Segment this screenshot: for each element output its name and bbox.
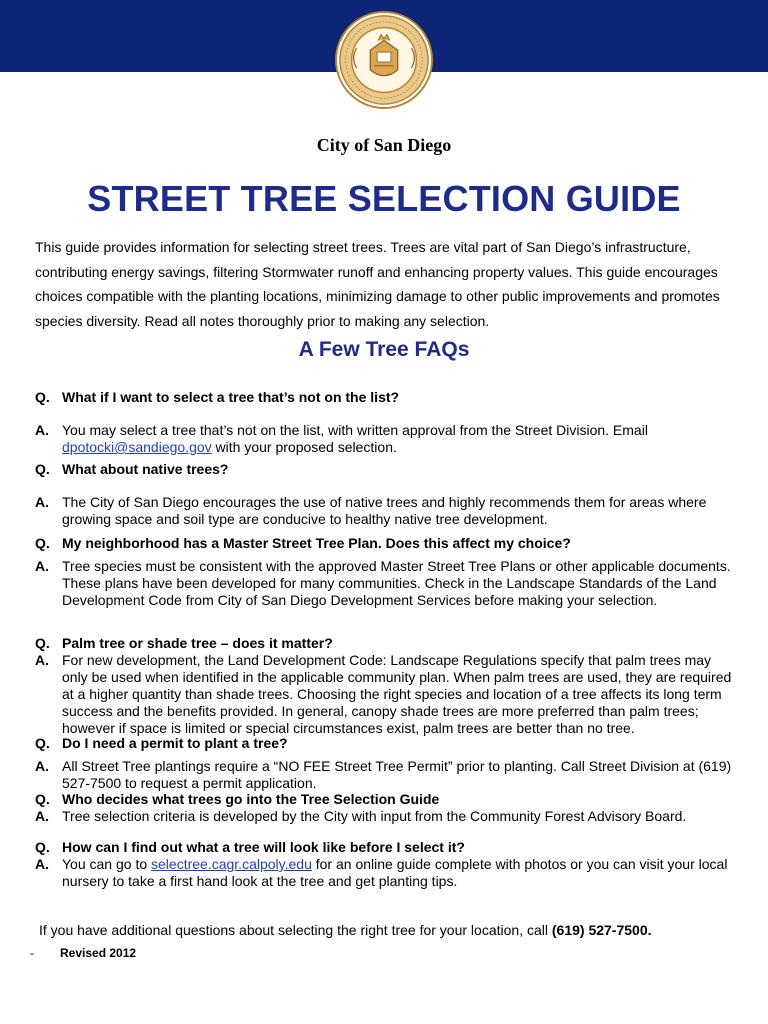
faq-answer [35, 856, 740, 890]
faq-question [35, 839, 740, 856]
faq-question [35, 461, 740, 478]
question-label: Q. [35, 461, 50, 477]
faq-answer [35, 808, 740, 825]
selectree-link[interactable]: selectree.cagr.calpoly.edu [151, 856, 312, 872]
footer-dash: - [30, 946, 34, 960]
answer-text: You can go to selectree.cagr.calpoly.edu for an online guide complete with photos or you can visit your local nursery to take a first hand look at the tree and get planting tips. [62, 856, 728, 889]
answer-label: A. [35, 856, 49, 872]
faq-answer [35, 558, 740, 609]
revised-footer [30, 946, 136, 960]
question-text: What about native trees? [62, 461, 229, 477]
faq-answer [35, 758, 740, 792]
answer-label: A. [35, 758, 49, 774]
question-text: My neighborhood has a Master Street Tree Plan. Does this affect my choice? [62, 535, 571, 551]
question-text: How can I find out what a tree will look like before I select it? [62, 839, 465, 855]
city-seal-icon [335, 11, 433, 109]
answer-label: A. [35, 808, 49, 824]
faq-answer [35, 652, 740, 737]
faq-question [35, 735, 740, 752]
faq-question [35, 389, 740, 406]
answer-text: All Street Tree plantings require a “NO FEE Street Tree Permit” prior to planting. Call Street Division at (619) 527-7500 to request a permit application. [62, 758, 732, 791]
question-label: Q. [35, 635, 50, 651]
page-title: STREET TREE SELECTION GUIDE [87, 178, 681, 219]
answer-label: A. [35, 558, 49, 574]
question-text: Do I need a permit to plant a tree? [62, 735, 288, 751]
answer-text: Tree selection criteria is developed by the City with input from the Community Forest Advisory Board. [62, 808, 687, 824]
answer-label: A. [35, 494, 49, 510]
question-label: Q. [35, 389, 50, 405]
email-link[interactable]: dpotocki@sandiego.gov [62, 439, 212, 455]
intro-paragraph: This guide provides information for selecting street trees. Trees are vital part of San Diego’s infrastructure, contributing energy savings, filtering Stormwater runoff and enhancing property values. This guide encourages choices compatible with the planting locations, minimizing damage to other public improvements and promotes species diversity. Read all notes thoroughly prior to making any selection. [35, 239, 720, 329]
answer-text: For new development, the Land Development Code: Landscape Regulations specify that palm trees may only be used when identified in the applicable community plan. When palm trees are used, they are required at a higher quantity than shade trees. Choosing the right species and location of a tree affects its long term success and the benefits provided. In general, canopy shade trees are more preferred than palm trees; however if space is limited or special circumstances exist, palm trees are better than no tree. [62, 652, 732, 736]
faq-question [35, 791, 740, 808]
question-label: Q. [35, 535, 50, 551]
faq-answer [35, 494, 740, 528]
city-name: City of San Diego [316, 135, 452, 155]
faq-question [35, 635, 740, 652]
faq-answer [35, 422, 740, 456]
phone-number: (619) 527-7500. [551, 922, 652, 938]
question-label: Q. [35, 839, 50, 855]
faq-heading: A Few Tree FAQs [298, 338, 470, 361]
answer-label: A. [35, 652, 49, 668]
question-label: Q. [35, 791, 50, 807]
answer-text: You may select a tree that’s not on the list, with written approval from the Street Division. Email dpotocki@sandiego.gov with your proposed selection. [62, 422, 648, 455]
closing-text: If you have additional questions about selecting the right tree for your location, call [39, 922, 552, 938]
question-label: Q. [35, 735, 50, 751]
question-text: What if I want to select a tree that’s not on the list? [62, 389, 400, 405]
answer-label: A. [35, 422, 49, 438]
question-text: Who decides what trees go into the Tree Selection Guide [62, 791, 440, 807]
revised-date: Revised 2012 [60, 946, 137, 960]
answer-text: Tree species must be consistent with the approved Master Street Tree Plans or other applicable documents. These plans have been developed for many communities. Check in the Landscape Standards of the Land Development Code from City of San Diego Development Services before making your selection. [62, 558, 731, 608]
faq-question [35, 535, 740, 552]
question-text: Palm tree or shade tree – does it matter? [62, 635, 333, 651]
closing-line [39, 922, 739, 938]
answer-text: The City of San Diego encourages the use of native trees and highly recommends them for areas where growing space and soil type are conducive to healthy native tree development. [62, 494, 707, 527]
